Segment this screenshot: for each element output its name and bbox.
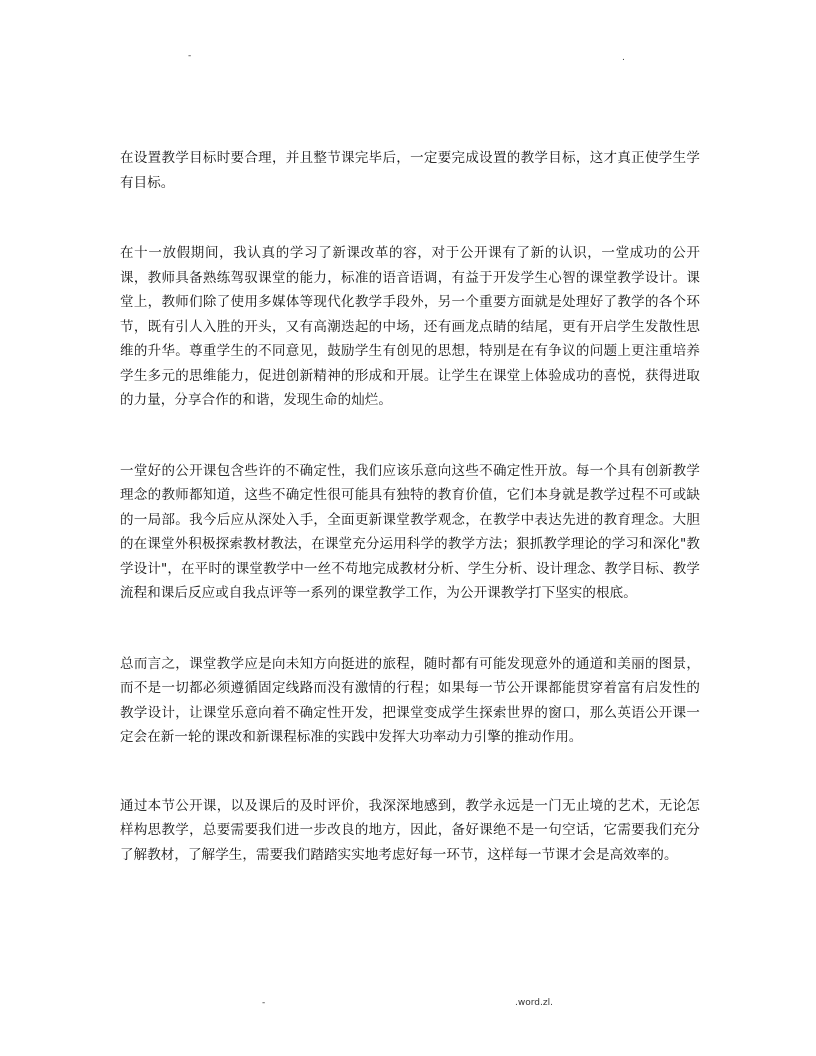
document-body: [120, 146, 700, 867]
footer-right-mark: .word.zl.: [515, 998, 553, 1008]
paragraph-5: 通过本节公开课，以及课后的及时评价，我深深地感到，教学永远是一门无止境的艺术，无论怎样构思教学，总要需要我们进一步改良的地方，因此，备好课绝不是一句空话，它需要我们充分了解教材，了解学生，需要我们踏踏实实地考虑好每一环节，这样每一节课才会是高效率的。: [120, 797, 700, 863]
header-right-mark: .: [622, 53, 625, 63]
paragraph-2: 在十一放假期间，我认真的学习了新课改革的容，对于公开课有了新的认识，一堂成功的公开课，教师具备熟练驾驭课堂的能力，标准的语音语调，有益于开发学生心智的课堂教学设计。课堂上，教师们除了使用多媒体等现代化教学手段外，另一个重要方面就是处理好了教学的各个环节，既有引人入胜的开头，又有高潮迭起的中场，还有画龙点睛的结尾，更有开启学生发散性思维的升华。尊重学生的不同意见，鼓励学生有创见的思想，特别是在有争议的问题上更注重培养学生多元的思维能力，促进创新精神的形成和开展。让学生在课堂上体验成功的喜悦，获得进取的力量，分享合作的和谐，发现生命的灿烂。: [120, 245, 700, 408]
paragraph-1: 在设置教学目标时要合理，并且整节课完毕后，一定要完成设置的教学目标，这才真正使学生学有目标。: [120, 150, 700, 191]
paragraph-3: 一堂好的公开课包含些许的不确定性，我们应该乐意向这些不确定性开放。每一个具有创新教学理念的教师都知道，这些不确定性很可能具有独特的教育价值，它们本身就是教学过程不可或缺的一局部。我今后应从深处入手，全面更新课堂教学观念，在教学中表达先进的教育理念。大胆的在课堂外积极探索教材教法，在课堂充分运用科学的教学方法；狠抓教学理论的学习和深化"教学设计"，在平时的课堂教学中一丝不苟地完成教材分析、学生分析、设计理念、教学目标、教学流程和课后反应或自我点评等一系列的课堂教学工作，为公开课教学打下坚实的根底。: [120, 462, 700, 601]
paragraph-4: 总而言之，课堂教学应是向未知方向挺进的旅程，随时都有可能发现意外的通道和美丽的图景，而不是一切都必须遵循固定线路而没有激情的行程；如果每一节公开课都能贯穿着富有启发性的教学设计，让课堂乐意向着不确定性开发，把课堂变成学生探索世界的窗口，那么英语公开课一定会在新一轮的课改和新课程标准的实践中发挥大功率动力引擎的推动作用。: [120, 655, 700, 745]
header-left-mark: -: [188, 51, 192, 61]
footer-left-mark: -: [262, 998, 266, 1008]
